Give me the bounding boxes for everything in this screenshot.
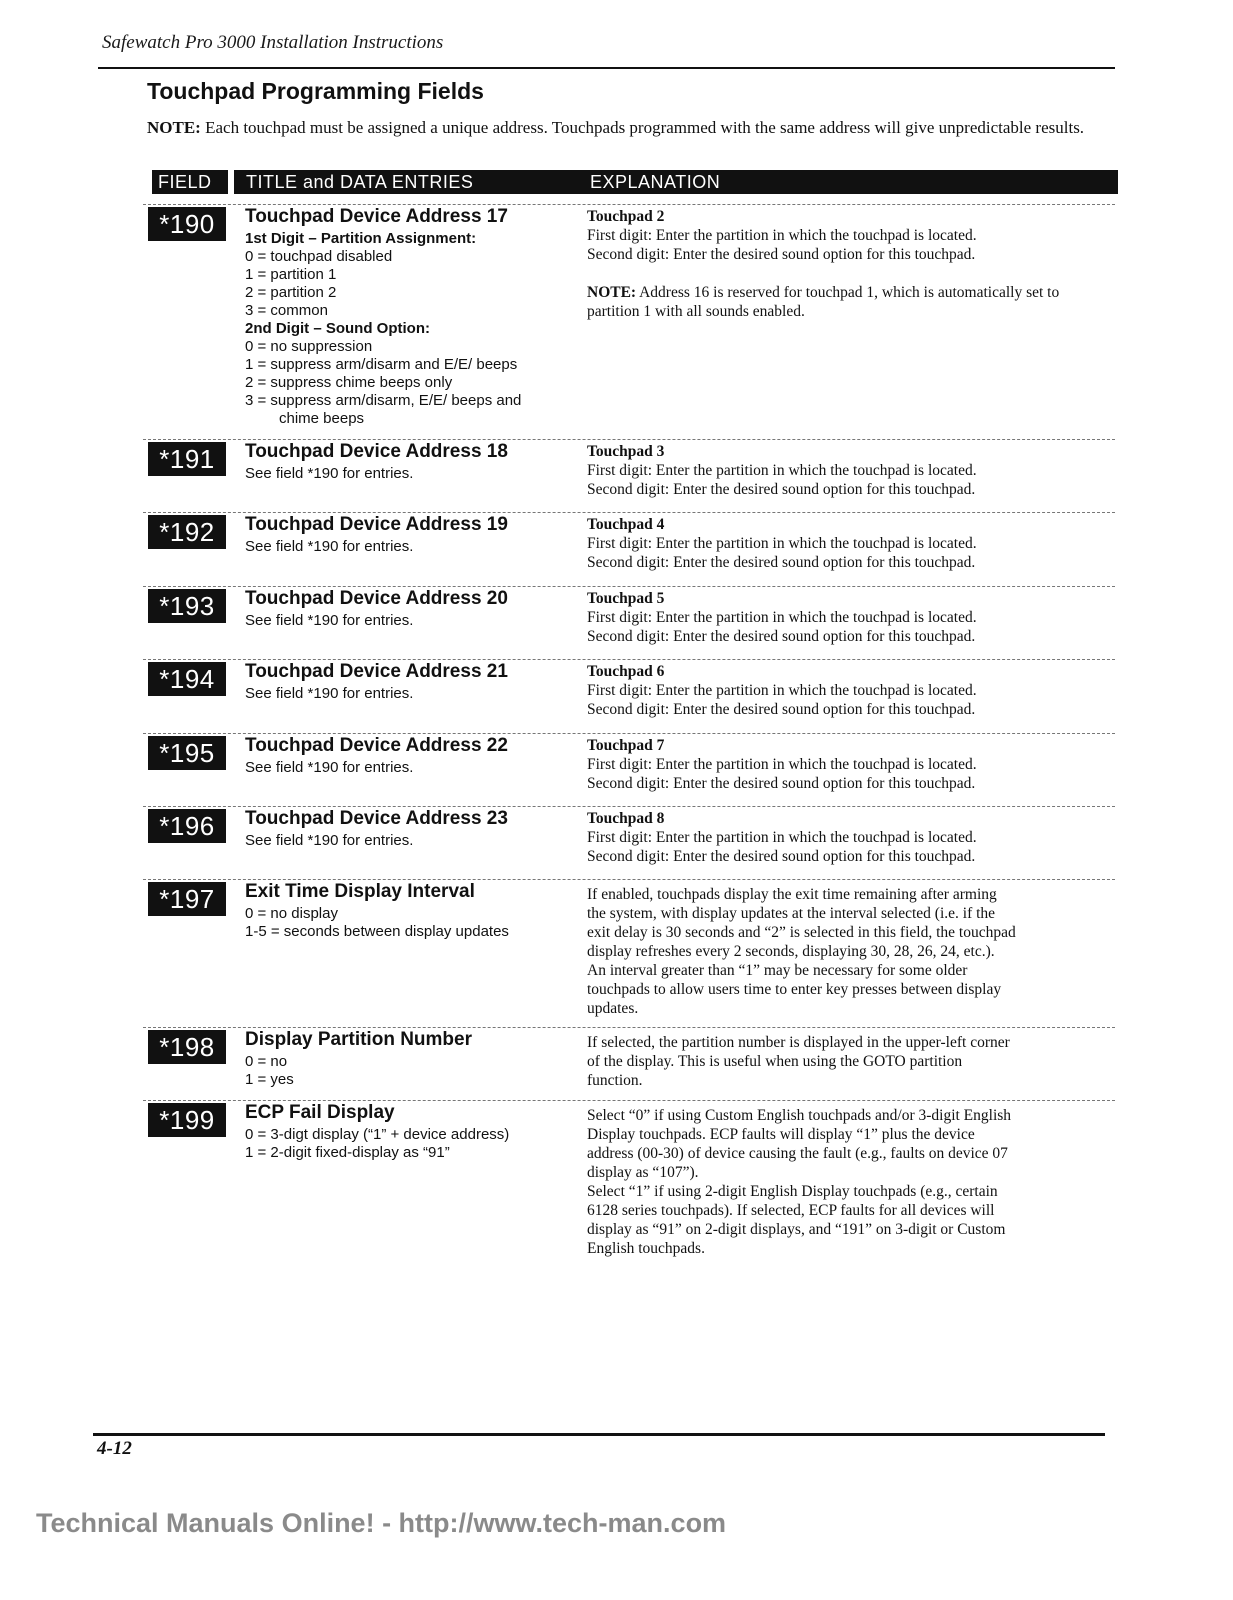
- explanation-column-header: EXPLANATION: [590, 172, 721, 192]
- field-number-badge: *199: [148, 1103, 226, 1137]
- explanation-line: First digit: Enter the partition in which the touchpad is located.: [587, 535, 977, 552]
- explanation-line: address (00-30) of device causing the fault (e.g., faults on device 07: [587, 1145, 1008, 1162]
- entry-line: 0 = touchpad disabled: [245, 248, 393, 265]
- field-number-badge: *190: [148, 207, 226, 241]
- entry-line: 0 = 3-digt display (“1” + device address): [245, 1126, 510, 1143]
- explanation-line: First digit: Enter the partition in which the touchpad is located.: [587, 682, 977, 699]
- explanation-heading: Touchpad 5: [587, 590, 665, 607]
- explanation-heading: Touchpad 2: [587, 208, 665, 225]
- entry-line: 2 = partition 2: [245, 284, 337, 301]
- data-entries: [245, 465, 565, 483]
- field-number-badge: *198: [148, 1030, 226, 1064]
- field-number-badge: *194: [148, 662, 226, 696]
- explanation-line: display as “107”).: [587, 1164, 699, 1181]
- entry-line: 0 = no: [245, 1053, 288, 1070]
- explanation-line: Select “1” if using 2-digit English Display touchpads (e.g., certain: [587, 1183, 998, 1200]
- field-number-badge: *191: [148, 442, 226, 476]
- entry-line: See field *190 for entries.: [245, 759, 414, 776]
- entry-line: 1 = suppress arm/disarm and E/E/ beeps: [245, 356, 518, 373]
- explanation-line: Second digit: Enter the desired sound option for this touchpad.: [587, 701, 976, 718]
- explanation-heading: Touchpad 7: [587, 737, 665, 754]
- field-number-badge: *196: [148, 809, 226, 843]
- explanation-heading: Touchpad 3: [587, 443, 665, 460]
- explanation-line: If enabled, touchpads display the exit time remaining after arming: [587, 886, 997, 903]
- explanation-line: Second digit: Enter the desired sound option for this touchpad.: [587, 848, 976, 865]
- field-title: Exit Time Display Interval: [245, 881, 475, 902]
- explanation-line: display as “91” on 2-digit displays, and “191” on 3-digit or Custom: [587, 1221, 1006, 1238]
- entry-line: See field *190 for entries.: [245, 685, 414, 702]
- explanation-line: 6128 series touchpads). If selected, ECP faults for all devices will: [587, 1202, 995, 1219]
- explanation: [587, 662, 1112, 719]
- section-title: Touchpad Programming Fields: [147, 78, 484, 104]
- explanation: [587, 589, 1112, 646]
- explanation-line: the system, with display updates at the interval selected (i.e. if the: [587, 905, 996, 922]
- data-entries: [245, 905, 565, 941]
- explanation-line: function.: [587, 1072, 643, 1089]
- explanation: [587, 207, 1112, 321]
- data-entries: [245, 1126, 565, 1162]
- explanation-line: If selected, the partition number is displayed in the upper-left corner: [587, 1034, 1010, 1051]
- entry-line: 1 = yes: [245, 1071, 294, 1088]
- explanation: [587, 885, 1112, 1018]
- explanation-line: updates.: [587, 1000, 639, 1017]
- field-title: Display Partition Number: [245, 1029, 472, 1050]
- explanation-heading: Touchpad 8: [587, 810, 665, 827]
- explanation-line: Second digit: Enter the desired sound option for this touchpad.: [587, 481, 976, 498]
- field-number-badge: *195: [148, 736, 226, 770]
- title-column-header: TITLE and DATA ENTRIES: [246, 172, 474, 192]
- entry-line: 2 = suppress chime beeps only: [245, 374, 453, 391]
- field-title: Touchpad Device Address 18: [245, 441, 508, 462]
- explanation-line: An interval greater than “1” may be necessary for some older: [587, 962, 968, 979]
- explanation-line: Second digit: Enter the desired sound option for this touchpad.: [587, 554, 976, 571]
- field-title: Touchpad Device Address 21: [245, 661, 508, 682]
- explanation: [587, 515, 1112, 572]
- explanation-line: of the display. This is useful when using the GOTO partition: [587, 1053, 963, 1070]
- field-number-badge: *197: [148, 882, 226, 916]
- explanation-line: Second digit: Enter the desired sound option for this touchpad.: [587, 775, 976, 792]
- explanation-line: exit delay is 30 seconds and “2” is selected in this field, the touchpad: [587, 924, 1016, 941]
- table-header: [0, 170, 1233, 194]
- explanation-line: Second digit: Enter the desired sound option for this touchpad.: [587, 246, 976, 263]
- entry-line: 1-5 = seconds between display updates: [245, 923, 509, 940]
- entry-line: See field *190 for entries.: [245, 538, 414, 555]
- explanation-note-label: NOTE:: [587, 284, 637, 301]
- data-entries: [245, 1053, 565, 1089]
- watermark: Technical Manuals Online! - http://www.tech-man.com: [36, 1508, 727, 1538]
- entry-line: 1 = partition 1: [245, 266, 337, 283]
- explanation: [587, 1106, 1112, 1258]
- note-label: NOTE:: [147, 118, 201, 137]
- field-title: Touchpad Device Address 22: [245, 735, 508, 756]
- field-number-badge: *192: [148, 515, 226, 549]
- explanation-line: English touchpads.: [587, 1240, 705, 1257]
- data-entries: [245, 759, 565, 777]
- header-rule: [98, 67, 1115, 69]
- explanation-line: touchpads to allow users time to enter key presses between display: [587, 981, 1002, 998]
- entry-line: 1 = 2-digit fixed-display as “91”: [245, 1144, 450, 1161]
- data-entries: [245, 685, 565, 703]
- data-entries: [245, 230, 565, 428]
- explanation-line: display refreshes every 2 seconds, displaying 30, 28, 26, 24, etc.).: [587, 943, 995, 960]
- entry-line: 0 = no display: [245, 905, 338, 922]
- entry-line: chime beeps: [279, 410, 365, 427]
- page-number: 4-12: [97, 1438, 132, 1459]
- explanation: [587, 442, 1112, 499]
- data-entries: [245, 538, 565, 556]
- running-header: Safewatch Pro 3000 Installation Instructions: [102, 32, 444, 53]
- entry-line: 3 = common: [245, 302, 328, 319]
- explanation-heading: Touchpad 6: [587, 663, 665, 680]
- explanation-line: First digit: Enter the partition in which the touchpad is located.: [587, 756, 977, 773]
- explanation-line: Second digit: Enter the desired sound option for this touchpad.: [587, 628, 976, 645]
- field-title: Touchpad Device Address 19: [245, 514, 508, 535]
- entry-line: See field *190 for entries.: [245, 832, 414, 849]
- explanation-line: Select “0” if using Custom English touchpads and/or 3-digit English: [587, 1107, 1012, 1124]
- explanation-note-text: Address 16 is reserved for touchpad 1, which is automatically set to partition 1 with all sounds enabled.: [587, 284, 1060, 320]
- explanation-line: First digit: Enter the partition in which the touchpad is located.: [587, 462, 977, 479]
- entry-line: 3 = suppress arm/disarm, E/E/ beeps and: [245, 392, 522, 409]
- explanation-line: Display touchpads. ECP faults will display “1” plus the device: [587, 1126, 975, 1143]
- field-title: Touchpad Device Address 17: [245, 206, 508, 227]
- explanation-line: First digit: Enter the partition in which the touchpad is located.: [587, 609, 977, 626]
- entry-line: 2nd Digit – Sound Option:: [245, 320, 430, 337]
- field-title: Touchpad Device Address 23: [245, 808, 508, 829]
- explanation-note: [587, 283, 1112, 321]
- entry-line: 0 = no suppression: [245, 338, 373, 355]
- field-column-header: FIELD: [158, 172, 212, 192]
- explanation-line: First digit: Enter the partition in which the touchpad is located.: [587, 227, 977, 244]
- entry-line: 1st Digit – Partition Assignment:: [245, 230, 477, 247]
- data-entries: [245, 612, 565, 630]
- field-title: ECP Fail Display: [245, 1102, 395, 1123]
- data-entries: [245, 832, 565, 850]
- explanation: [587, 809, 1112, 866]
- field-number-badge: *193: [148, 589, 226, 623]
- entry-line: See field *190 for entries.: [245, 465, 414, 482]
- note-paragraph: [147, 118, 1107, 138]
- explanation: [587, 1033, 1112, 1090]
- explanation-line: First digit: Enter the partition in which the touchpad is located.: [587, 829, 977, 846]
- entry-line: See field *190 for entries.: [245, 612, 414, 629]
- explanation-heading: Touchpad 4: [587, 516, 665, 533]
- field-title: Touchpad Device Address 20: [245, 588, 508, 609]
- explanation: [587, 736, 1112, 793]
- footer-rule: [93, 1433, 1105, 1436]
- note-text: Each touchpad must be assigned a unique address. Touchpads programmed with the same address will give unpredictable results.: [200, 118, 1085, 137]
